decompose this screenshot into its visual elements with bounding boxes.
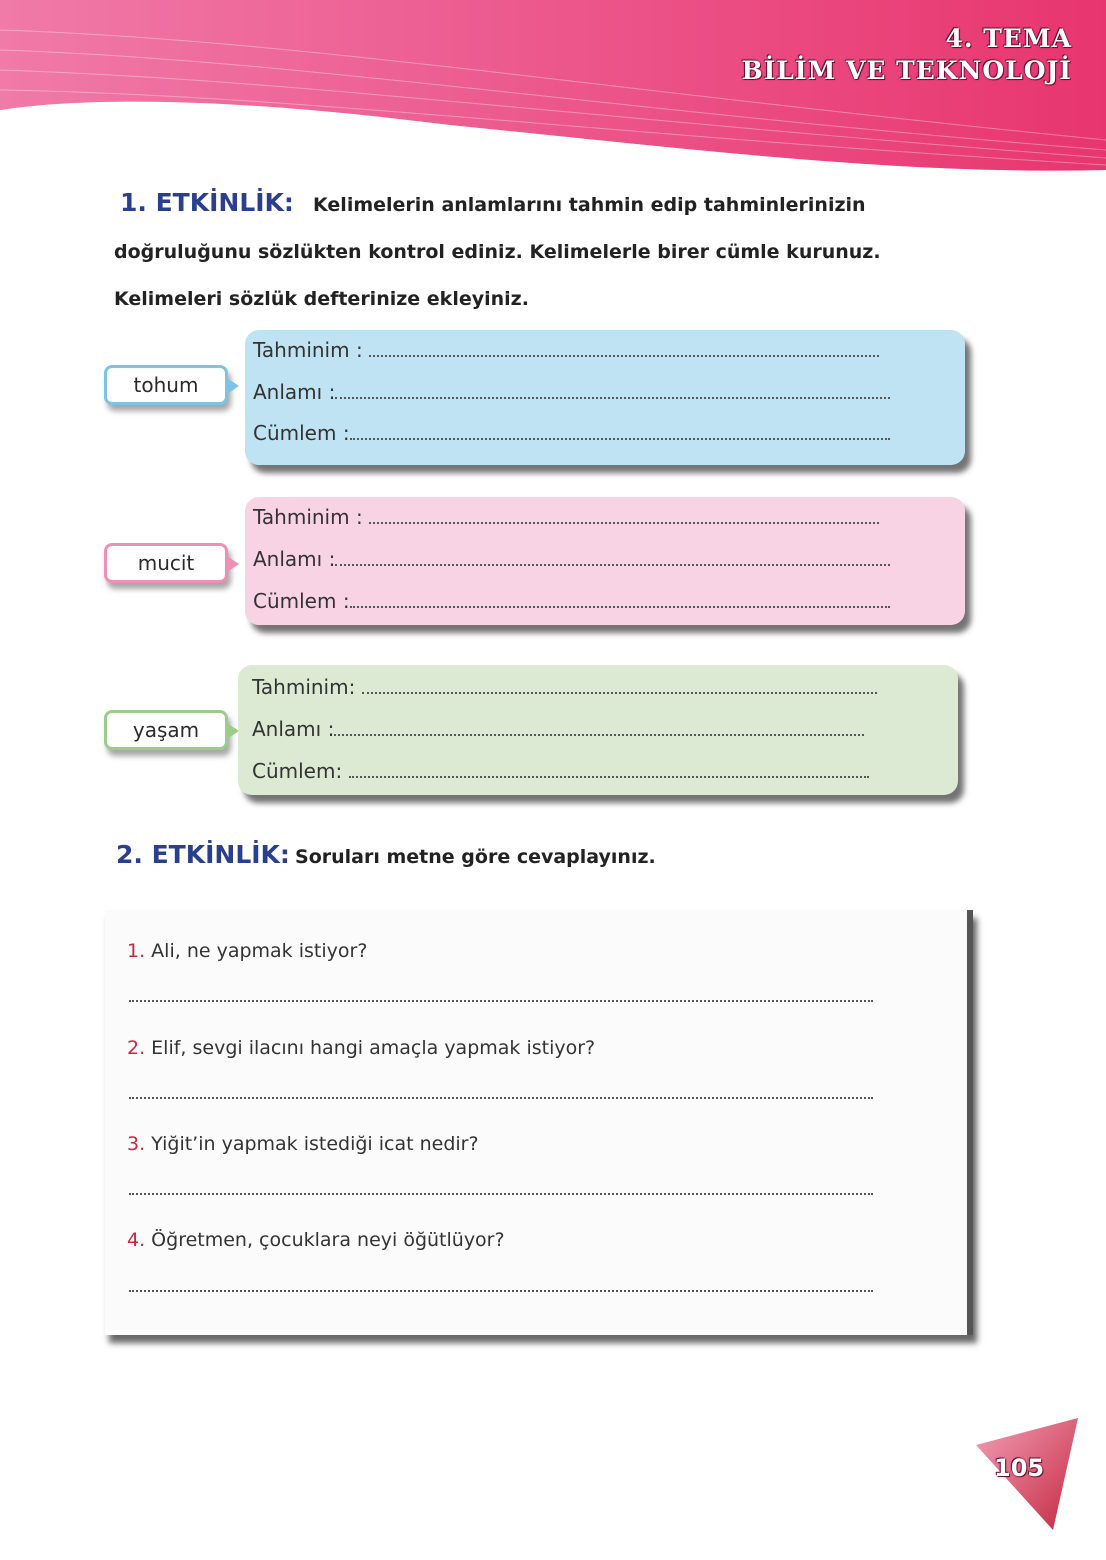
answer-line[interactable]: [350, 426, 890, 440]
question: 4. Öğretmen, çocuklara neyi öğütlüyor?: [127, 1229, 505, 1251]
field-label: Cümlem :: [253, 421, 350, 445]
answer-line[interactable]: [129, 1193, 873, 1195]
answer-line[interactable]: [369, 510, 879, 524]
page-number-badge: [968, 1410, 1080, 1535]
answer-line[interactable]: [129, 1290, 873, 1292]
field-label: Tahminim:: [252, 675, 356, 699]
field-label: Cümlem :: [253, 589, 350, 613]
instruction-line: Kelimeleri sözlük defterinize ekleyiniz.: [114, 288, 529, 310]
word-label-tohum: tohum: [104, 365, 228, 405]
theme-number: 4. TEMA: [945, 24, 1072, 53]
theme-title: BİLİM VE TEKNOLOJİ: [741, 56, 1072, 85]
activity2-instruction: Soruları metne göre cevaplayınız.: [295, 846, 656, 868]
answer-line[interactable]: [335, 385, 890, 399]
word-card-mucit: [245, 497, 965, 625]
question: 2. Elif, sevgi ilacını hangi amaçla yapmak istiyor?: [127, 1037, 596, 1059]
field-label: Anlamı :: [253, 547, 336, 571]
answer-line[interactable]: [334, 722, 864, 736]
field-label: Anlamı :: [253, 380, 336, 404]
question: 3. Yiğit’in yapmak istediği icat nedir?: [127, 1133, 479, 1155]
answer-line[interactable]: [335, 552, 890, 566]
pink-wave-banner: [0, 0, 1106, 175]
field-label: Tahminim :: [253, 338, 363, 362]
word-label-mucit: mucit: [104, 543, 228, 583]
answer-line[interactable]: [129, 1097, 873, 1099]
page-number: 105: [994, 1454, 1045, 1482]
field-label: Anlamı :: [252, 717, 335, 741]
activity1-heading: [120, 188, 866, 217]
answer-line[interactable]: [369, 343, 879, 357]
answer-line[interactable]: [129, 1000, 873, 1002]
question: 1. Ali, ne yapmak istiyor?: [127, 940, 368, 962]
word-label-yasam: yaşam: [104, 710, 228, 750]
word-card-tohum: [245, 330, 965, 465]
word-card-yasam: [238, 665, 958, 795]
field-label: Tahminim :: [253, 505, 363, 529]
field-label: Cümlem:: [252, 759, 343, 783]
answer-line[interactable]: [362, 680, 877, 694]
answer-line[interactable]: [350, 594, 890, 608]
instruction-line: Kelimelerin anlamlarını tahmin edip tahminlerinizin: [313, 194, 866, 216]
questions-box: [105, 910, 973, 1335]
activity2-heading: [116, 840, 656, 869]
activity1-title: 1. ETKİNLİK:: [120, 188, 294, 217]
answer-line[interactable]: [349, 764, 869, 778]
activity2-title: 2. ETKİNLİK:: [116, 840, 290, 869]
instruction-line: doğruluğunu sözlükten kontrol ediniz. Kelimelerle birer cümle kurunuz.: [114, 241, 881, 263]
